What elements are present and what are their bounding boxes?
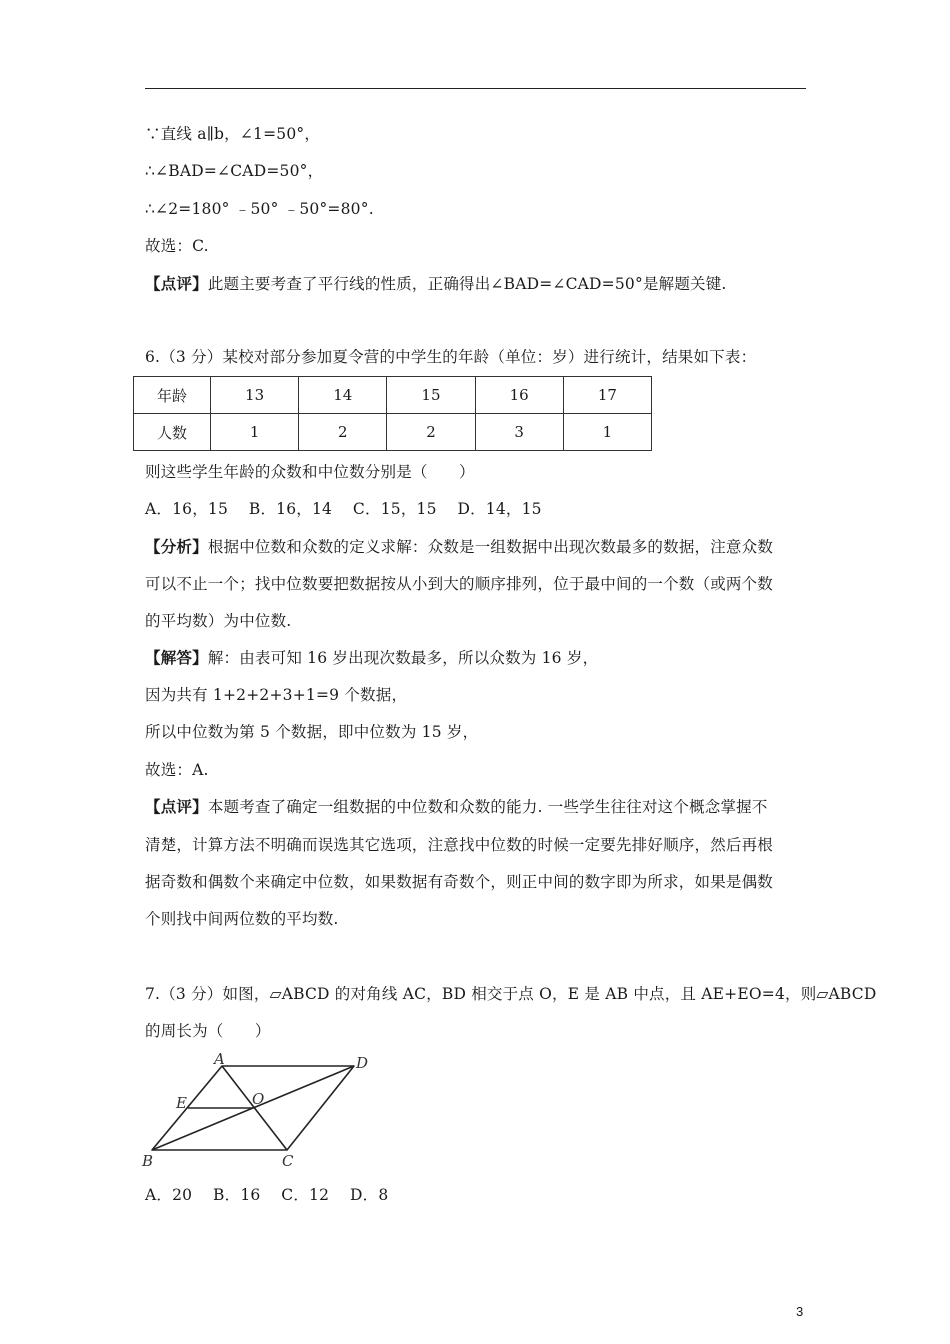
analysis-line: 可以不止一个；找中位数要把数据按从小到大的顺序排列，位于最中间的一个数（或两个数	[145, 575, 774, 593]
table-cell: 17	[563, 377, 651, 414]
table-cell: 1	[563, 414, 651, 451]
solution-line	[145, 648, 598, 668]
text-line: 故选：C.	[145, 237, 209, 255]
label-c: C	[282, 1152, 294, 1170]
comment-tag: 【点评】	[145, 797, 208, 816]
table-cell: 14	[299, 377, 387, 414]
analysis-tag: 【分析】	[145, 537, 208, 556]
table-cell: 13	[211, 377, 299, 414]
question-6-options: A．16，15 B．16，14 C．15，15 D．14，15	[145, 500, 542, 518]
table-cell: 15	[387, 377, 475, 414]
header-rule	[145, 88, 806, 89]
text-line: ∴∠BAD=∠CAD=50°，	[145, 162, 324, 180]
label-a: A	[214, 1052, 225, 1068]
solution-text: 解：由表可知 16 岁出现次数最多，所以众数为 16 岁，	[207, 649, 599, 667]
table-row	[134, 414, 652, 451]
comment-text: 此题主要考查了平行线的性质，正确得出∠BAD=∠CAD=50°是解题关键.	[207, 275, 727, 293]
table-cell: 2	[299, 414, 387, 451]
table-row	[134, 377, 652, 414]
age-table	[133, 376, 652, 451]
table-cell: 1	[211, 414, 299, 451]
label-o: O	[252, 1090, 265, 1108]
analysis-line	[145, 537, 773, 557]
comment-line	[145, 797, 768, 817]
table-cell: 2	[387, 414, 475, 451]
page-number: 3	[796, 1304, 804, 1319]
parallelogram-figure	[140, 1052, 380, 1172]
question-7: 7.（3 分）如图，▱ABCD 的对角线 AC，BD 相交于点 O，E 是 AB 中点，且 AE+EO=4，则▱ABCD	[145, 985, 877, 1003]
comment-line: 据奇数和偶数个来确定中位数，如果数据有奇数个，则正中间的数字即为所求，如果是偶数	[145, 873, 774, 891]
comment-text: 本题考查了确定一组数据的中位数和众数的能力. 一些学生往往对这个概念掌握不	[207, 798, 768, 816]
text-line: ∵直线 a∥b，∠1=50°，	[145, 125, 321, 143]
question-6-prompt: 则这些学生年龄的众数和中位数分别是（ ）	[145, 463, 475, 481]
comment-line	[145, 274, 727, 294]
question-7-prompt: 的周长为（ ）	[145, 1022, 271, 1040]
label-e: E	[176, 1094, 187, 1112]
comment-tag: 【点评】	[145, 274, 208, 293]
solution-line: 所以中位数为第 5 个数据，即中位数为 15 岁，	[145, 723, 479, 741]
table-cell: 3	[475, 414, 563, 451]
question-7-options: A．20 B．16 C．12 D．8	[145, 1186, 389, 1204]
table-cell: 年龄	[134, 377, 211, 414]
label-d: D	[356, 1054, 369, 1072]
label-b: B	[142, 1152, 154, 1170]
solution-tag: 【解答】	[145, 648, 208, 667]
comment-line: 个则找中间两位数的平均数.	[145, 910, 339, 928]
solution-line: 故选：A.	[145, 761, 209, 779]
analysis-text: 根据中位数和众数的定义求解：众数是一组数据中出现次数最多的数据，注意众数	[207, 538, 774, 556]
analysis-line: 的平均数）为中位数.	[145, 612, 292, 630]
table-cell: 人数	[134, 414, 211, 451]
question-6: 6.（3 分）某校对部分参加夏令营的中学生的年龄（单位：岁）进行统计，结果如下表：	[145, 348, 757, 366]
comment-line: 清楚，计算方法不明确而误选其它选项，注意找中位数的时候一定要先排好顺序，然后再根	[145, 836, 774, 854]
table-cell: 16	[475, 377, 563, 414]
solution-line: 因为共有 1+2+2+3+1=9 个数据，	[145, 686, 408, 704]
text-line: ∴∠2=180° ﹣50° ﹣50°=80°.	[145, 200, 374, 218]
